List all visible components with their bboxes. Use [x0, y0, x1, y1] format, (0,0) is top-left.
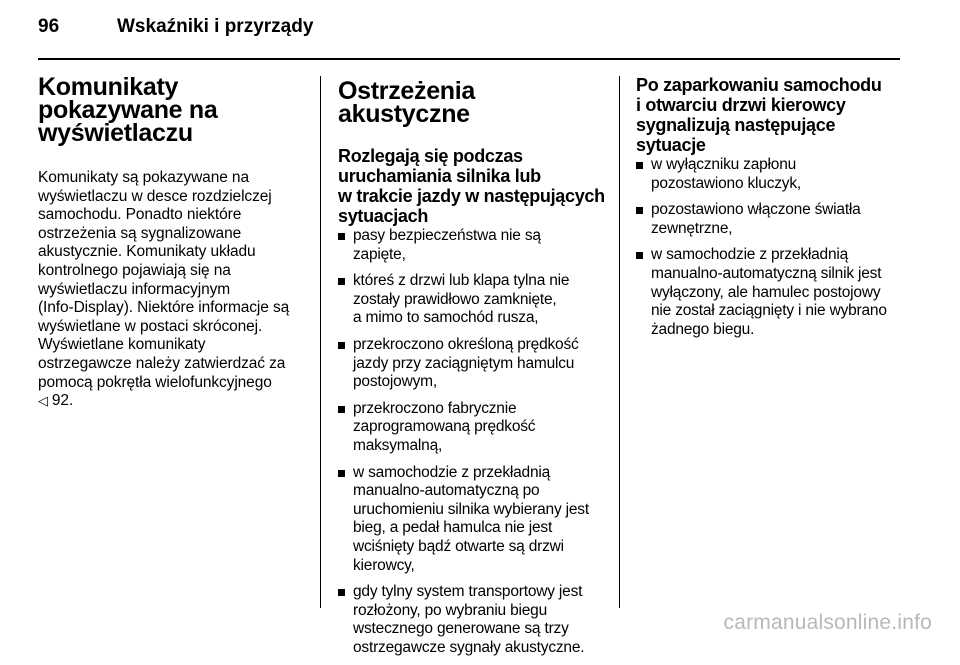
- subheading-line: uruchamiania silnika lub: [338, 166, 541, 186]
- text-line: przekroczono fabrycznie: [353, 399, 517, 417]
- text-line: gdy tylny system transportowy jest: [353, 583, 583, 601]
- bullet-list-driving-warnings: [338, 227, 608, 657]
- text-line: Wyświetlane komunikaty: [38, 336, 206, 354]
- column-displayed-messages: [38, 72, 310, 411]
- bullet-square-icon: [338, 589, 345, 596]
- text-line: wyświetlaczu informacyjnym: [38, 280, 231, 298]
- list-item: [338, 583, 608, 657]
- section-heading-displayed-messages: [38, 73, 310, 147]
- page-title: Wskaźniki i przyrządy: [117, 16, 314, 37]
- text-line: jazdy przy zaciągniętym hamulcu: [353, 354, 575, 372]
- text-line: samochodu. Ponadto niektóre: [38, 206, 242, 224]
- text-line: pozostawiono kluczyk,: [651, 174, 802, 192]
- text-line: przekroczono określoną prędkość: [353, 335, 579, 353]
- text-line: wyświetlane w postaci skróconej.: [38, 317, 263, 335]
- column-divider-2: [619, 76, 620, 608]
- text-line: zapięte,: [353, 245, 406, 263]
- text-line: wyłączony, ale hamulec postojowy: [651, 283, 881, 301]
- text-line: zostały prawidłowo zamknięte,: [353, 290, 557, 308]
- subheading-parking-door-open: [636, 75, 908, 155]
- list-item: [636, 156, 908, 193]
- text-line: zewnętrzne,: [651, 219, 733, 237]
- subheading-engine-start-driving: [338, 146, 608, 226]
- text-line: w samochodzie z przekładnią: [353, 463, 551, 481]
- watermark: carmanualsonline.info: [723, 611, 932, 634]
- list-item: [338, 227, 608, 264]
- text-line: bieg, a pedał hamulca nie jest: [353, 519, 553, 537]
- text-line: akustycznie. Komunikaty układu: [38, 243, 256, 261]
- text-line: żadnego biegu.: [651, 320, 755, 338]
- list-item: [636, 201, 908, 238]
- text-line: nie został zaciągnięty i nie wybrano: [651, 302, 887, 320]
- page-number: 96: [38, 16, 60, 37]
- subheading-line: sygnalizują następujące: [636, 115, 836, 135]
- subheading-line: i otwarciu drzwi kierowcy: [636, 95, 846, 115]
- text-line: w samochodzie z przekładnią: [651, 246, 849, 264]
- page-reference-link[interactable]: 92.: [51, 392, 74, 410]
- bullet-square-icon: [636, 207, 643, 214]
- bullet-square-icon: [636, 252, 643, 259]
- arrow-reference-icon: ◁: [38, 393, 48, 409]
- text-line: wyświetlaczu w desce rozdzielczej: [38, 187, 272, 205]
- subheading-line: sytuacje: [636, 135, 706, 155]
- subheading-line: sytuacjach: [338, 206, 429, 226]
- body-paragraph: [38, 169, 310, 411]
- text-line: postojowym,: [353, 373, 437, 391]
- bullet-square-icon: [338, 342, 345, 349]
- text-line: uruchomieniu silnika wybierany jest: [353, 500, 589, 518]
- bullet-square-icon: [338, 278, 345, 285]
- text-line: zaprogramowaną prędkość: [353, 418, 536, 436]
- text-line: a mimo to samochód rusza,: [353, 309, 539, 327]
- header-rule: [38, 58, 900, 60]
- text-line: wciśnięty bądź otwarte są drzwi: [353, 537, 564, 555]
- text-line: wstecznego generowane są trzy: [353, 620, 569, 638]
- text-line: Komunikaty są pokazywane na: [38, 169, 249, 186]
- text-line: manualno-automatyczną silnik jest: [651, 264, 882, 282]
- list-item: [338, 400, 608, 456]
- text-line: pozostawiono włączone światła: [651, 201, 861, 219]
- text-line: w wyłączniku zapłonu: [651, 156, 797, 173]
- list-item: [338, 272, 608, 328]
- text-line: pomocą pokrętła wielofunkcyjnego: [38, 373, 272, 391]
- text-line: ostrzegawcze należy zatwierdzać za: [38, 354, 286, 372]
- heading-line: Komunikaty: [38, 73, 179, 101]
- text-line: kierowcy,: [353, 556, 415, 574]
- bullet-list-parking-warnings: [636, 156, 908, 339]
- bullet-square-icon: [338, 406, 345, 413]
- text-line: rozłożony, po wybraniu biegu: [353, 601, 548, 619]
- text-line: któreś z drzwi lub klapa tylna nie: [353, 272, 570, 290]
- column-acoustic-warnings: [338, 72, 608, 665]
- column-divider-1: [320, 76, 321, 608]
- subheading-line: Po zaparkowaniu samochodu: [636, 75, 882, 95]
- bullet-square-icon: [338, 233, 345, 240]
- text-line: kontrolnego pojawiają się na: [38, 261, 231, 279]
- section-heading-acoustic-warnings: Ostrzeżenia akustyczne: [338, 77, 476, 128]
- list-item: [338, 464, 608, 576]
- column-parking-warnings: [636, 72, 908, 347]
- list-item: [636, 246, 908, 339]
- text-line: ostrzeżenia są sygnalizowane: [38, 224, 242, 242]
- subheading-line: w trakcie jazdy w następujących: [338, 186, 605, 206]
- text-line: manualno-automatyczną po: [353, 482, 540, 500]
- text-line: (Info-Display). Niektóre informacje są: [38, 299, 290, 317]
- text-line: maksymalną,: [353, 436, 443, 454]
- text-line: ostrzegawcze sygnały akustyczne.: [353, 638, 585, 656]
- heading-line: wyświetlaczu: [38, 119, 193, 147]
- subheading-line: Rozlegają się podczas: [338, 146, 523, 166]
- text-line: pasy bezpieczeństwa nie są: [353, 227, 541, 244]
- bullet-square-icon: [338, 470, 345, 477]
- bullet-square-icon: [636, 162, 643, 169]
- list-item: [338, 336, 608, 392]
- heading-line: pokazywane na: [38, 96, 218, 124]
